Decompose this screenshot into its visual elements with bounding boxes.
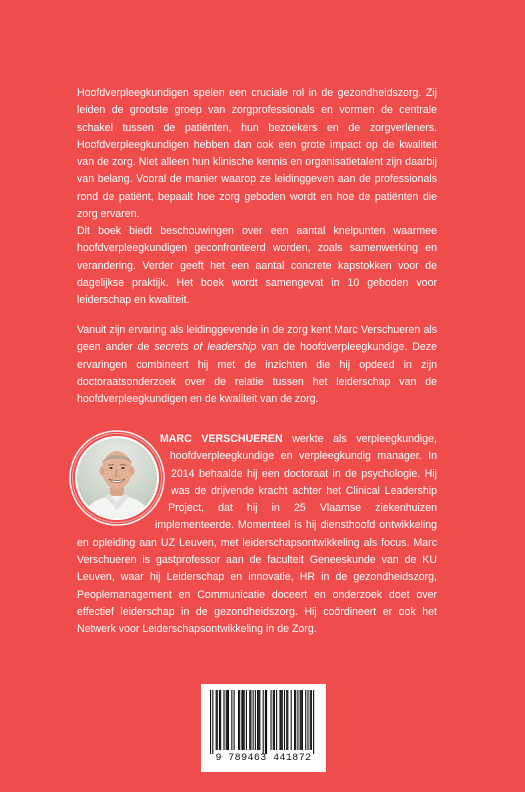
experience-text-after: van de hoofdverpleegkundige. Deze ervaringen combineert hij met de inzichten die hij opdeed in zijn doctoraatsonderzoek over de relatie tussen het leiderschap van de hoofdverpleegkundigen en de kwaliteit van de zorg. <box>77 341 437 406</box>
barcode-bar <box>231 690 232 750</box>
barcode-bar <box>241 690 242 750</box>
barcode-bar <box>270 690 271 750</box>
barcode-bar <box>253 690 254 750</box>
barcode-bar <box>313 690 314 754</box>
barcode-bar <box>217 690 218 750</box>
barcode-bar <box>238 690 239 750</box>
barcode-bar <box>291 690 292 750</box>
barcode-bar <box>226 690 227 750</box>
barcode-bar <box>310 690 311 750</box>
barcode-bar <box>265 690 266 754</box>
barcode-bar <box>279 690 280 750</box>
barcode-bar <box>284 690 285 750</box>
barcode-bar <box>257 690 258 750</box>
experience-text-before: Vanuit zijn ervaring als leidinggevende in de zorg kent Marc Verschueren als geen ander de <box>77 324 437 354</box>
barcode-bar <box>311 690 312 750</box>
barcode-bar <box>282 690 283 750</box>
barcode-bar <box>244 690 245 750</box>
barcode-bar <box>234 690 235 750</box>
barcode-bar <box>294 690 295 750</box>
barcode-bar <box>263 690 264 754</box>
intro-paragraph: Hoofdverpleegkundigen spelen een cruciale rol in de gezondheidszorg. Zij leiden de grootste groep van zorgprofessionals en vormen de centrale schakel tussen de patiënten, hun bezoekers en de zorgverleners. Hoofdverpleegkundigen hebben dan ook een grote impact op de kwaliteit van de zorg. Niet alleen hun klinische kennis en organisatietalent zijn daarbij van belang. Vooral de manier waarop ze leidinggeven aan de professionals rond de patiënt, bepaalt hoe zorg geboden wordt en hoe de patiënten die zorg ervaren. <box>77 87 437 221</box>
barcode-bar <box>301 690 302 750</box>
author-bio <box>77 431 437 639</box>
barcode-bar <box>273 690 274 750</box>
barcode-bar <box>266 690 267 754</box>
barcode-bar <box>210 690 211 754</box>
barcode-bar <box>281 690 282 750</box>
barcode-bar <box>258 690 259 750</box>
barcode-bar <box>286 690 287 750</box>
barcode-bar <box>255 690 256 750</box>
barcode-bar <box>276 690 277 750</box>
barcode-bar <box>305 690 306 750</box>
barcode-bar <box>227 690 228 750</box>
barcode-bar <box>250 690 251 750</box>
experience-paragraph <box>77 322 437 408</box>
barcode-bar <box>246 690 247 750</box>
isbn-barcode <box>201 684 326 772</box>
barcode-bar <box>249 690 250 750</box>
barcode-bar <box>307 690 308 750</box>
barcode-bar <box>216 690 217 750</box>
barcode-bar <box>302 690 303 750</box>
isbn-digits: 9 789463 441872 <box>215 753 312 764</box>
barcode-bar <box>274 690 275 750</box>
barcode-bar <box>219 690 220 750</box>
barcode-bar <box>220 690 221 750</box>
barcode-bar <box>297 690 298 750</box>
barcode-bar <box>259 690 260 750</box>
barcode-bar <box>242 690 243 750</box>
author-portrait <box>69 430 165 526</box>
barcode-bar <box>287 690 288 750</box>
author-name: MARC VERSCHUEREN <box>159 433 283 445</box>
barcode-bar <box>228 690 229 750</box>
summary-paragraph: Dit boek biedt beschouwingen over een aantal knelpunten waarmee hoofdverpleegkundigen geconfronteerd worden, zoals samenwerking en verandering. Verder geeft het een aantal concrete kapstokken voor de dagelijkse praktijk. Het boek wordt samengevat in 10 geboden voor leiderschap en kwaliteit. <box>77 225 437 307</box>
experience-text-emphasis: secrets of leadership <box>154 341 257 354</box>
barcode-bar <box>212 690 213 754</box>
barcode-bar <box>295 690 296 750</box>
author-bio-text: werkte als verpleegkundige, hoofdverpleegkundige en verpleegkundig manager. In 2014 behaalde hij een doctoraat in de psychologie. Hij was de drijvende kracht achter het Clinical Leadership Project, dat hij in 25 Vlaamse ziekenhuizen implementeerde. Momenteel is hij diensthoofd ontwikkeling en opleiding aan UZ Leuven, met leiderschapsontwikkeling als focus. Marc Verschueren is gastprofessor aan de faculteit Geneeskunde van de KU Leuven, waar hij Leiderschap en innovatie, HR in de gezondheidszorg, Peoplemanagement en Communicatie doceert en onderzoek doet over effectief leiderschap in de gezondheidszorg. Hij coördineert er ook het Netwerk voor Leiderschapsontwikkeling in de Zorg. <box>77 433 438 636</box>
barcode-bar <box>223 690 224 750</box>
barcode-bar <box>300 690 301 750</box>
barcode-bar <box>239 690 240 750</box>
